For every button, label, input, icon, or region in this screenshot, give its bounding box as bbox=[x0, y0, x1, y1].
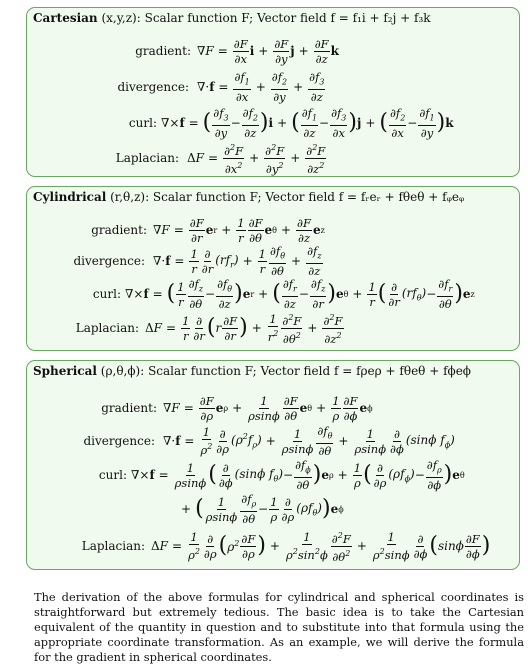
spherical-curl-row: curl: ∇×f = $\frac{1}{\rho\sin\phi}$ ( $\frac{\partial}{\partial\phi}$ (sinϕ $f_\theta$) − $\frac{\partial f_\phi}{\partial\theta}$ ) e ρ + $\frac{1}{\rho}$ ( $\frac{\partial}{\partial\rho}$ $(\rho f_\phi)$ − $\frac{\partial f_\rho}{\partial\phi}$ ) e θ bbox=[98, 457, 465, 493]
cartesian-curl-row: curl: ∇×f = ( $\frac{\partial f_3}{\partial y}$ − $\frac{\partial f_2}{\partial z}$ ) i + ( $\frac{\partial f_1}{\partial z}$ − $\frac{\partial f_3}{\partial x}$ ) j + ( $\frac{\partial f_2}{\partial x}$ − $\frac{\partial f_1}{\partial y}$ ) k bbox=[128, 105, 454, 141]
derivation-paragraph: The derivation of the above formulas for cylindrical and spherical coordinates is straightforward but extremely tedious. The basic idea is to take the Cartesian equivalent of the quantity in question and to substitute into that formula using the appropriate coordinate transformation. As an example, we will derive the formula for the gradient in spherical coordinates. bbox=[34, 590, 524, 664]
spherical-laplacian-row: Laplacian: ΔF = $\frac{1}{\rho^2}$ $\frac{\partial}{\partial\rho}$ ( $\rho^2$ $\frac{\partial F}{\partial\rho}$ ) + $\frac{1}{\rho^2\sin^2\phi}$ $\frac{\partial^2F}{\partial\theta^2}$ + $\frac{1}{\rho^2\sin\phi}$ $\frac{\partial}{\partial\phi}$ ( sinϕ $\frac{\partial F}{\partial\phi}$ ) bbox=[81, 530, 491, 564]
cartesian-formula-box bbox=[26, 7, 520, 177]
spherical-curl-continuation-row: + ( $\frac{1}{\rho\sin\phi}$ $\frac{\partial f_\rho}{\partial\theta}$ − $\frac{1}{\rho}$ $\frac{\partial}{\partial\rho}$ $(\rho f_\theta)$ ) e ϕ bbox=[181, 491, 344, 527]
spherical-title: Spherical (ρ,θ,ϕ): Scalar function F; Vector field f = fρeρ + fθeθ + fϕeϕ bbox=[33, 364, 471, 378]
cylindrical-laplacian-row: Laplacian: ΔF = $\frac{1}{r}$ $\frac{\partial}{\partial r}$ ( r $\frac{\partial F}{\partial r}$ ) + $\frac{1}{r^2}$ $\frac{\partial^2F}{\partial\theta^2}$ + $\frac{\partial^2F}{\partial z^2}$ bbox=[75, 312, 343, 346]
spherical-divergence-row: divergence: ∇·f = $\frac{1}{\rho^2}$ $\frac{\partial}{\partial\rho}$ $(\rho^2f_\rho)$ + $\frac{1}{\rho\sin\phi}$ $\frac{\partial f_\theta}{\partial\theta}$ + $\frac{1}{\rho\sin\phi}$ $\frac{\partial}{\partial\phi}$ (sinϕ $f_\phi$) bbox=[83, 423, 455, 459]
cylindrical-divergence-row: divergence: ∇·f = $\frac{1}{r}$ $\frac{\partial}{\partial r}$ $(rf_r)$ + $\frac{1}{r}$ $\frac{\partial f_\theta}{\partial\theta}$ + $\frac{\partial f_z}{\partial z}$ bbox=[73, 243, 322, 279]
spherical-formula-box bbox=[26, 360, 520, 570]
cartesian-title: Cartesian (x,y,z): Scalar function F; Vector field f = f₁i + f₂j + f₃k bbox=[33, 11, 431, 25]
cylindrical-title: Cylindrical (r,θ,z): Scalar function F; Vector field f = fᵣeᵣ + fθeθ + fᵩeᵩ bbox=[33, 190, 465, 204]
cylindrical-gradient-row: gradient: ∇F = $\frac{\partial F}{\partial r}$ e r + $\frac{1}{r}$ $\frac{\partial F}{\partial\theta}$ e θ + $\frac{\partial F}{\partial z}$ e z bbox=[91, 215, 325, 245]
cylindrical-formula-box bbox=[26, 186, 520, 351]
cartesian-gradient-row: gradient: ∇F = $\frac{\partial F}{\partial x}$ i + $\frac{\partial F}{\partial y}$ j + $\frac{\partial F}{\partial z}$ k bbox=[135, 36, 339, 66]
cylindrical-curl-row: curl: ∇×f = ( $\frac{1}{r}$ $\frac{\partial f_z}{\partial\theta}$ − $\frac{\partial f_\theta}{\partial z}$ ) e r + ( $\frac{\partial f_r}{\partial z}$ − $\frac{\partial f_z}{\partial r}$ ) e θ + $\frac{1}{r}$ ( $\frac{\partial}{\partial r}$ $(rf_\theta)$ − $\frac{\partial f_r}{\partial\theta}$ ) e z bbox=[92, 276, 475, 312]
cartesian-divergence-row: divergence: ∇·f = $\frac{\partial f_1}{\partial x}$ + $\frac{\partial f_2}{\partial y}$ + $\frac{\partial f_3}{\partial z}$ bbox=[117, 69, 325, 105]
spherical-gradient-row: gradient: ∇F = $\frac{\partial F}{\partial\rho}$ e ρ + $\frac{1}{\rho\sin\phi}$ $\frac{\partial F}{\partial\theta}$ e θ + $\frac{1}{\rho}$ $\frac{\partial F}{\partial\phi}$ e ϕ bbox=[101, 393, 373, 423]
cartesian-laplacian-row: Laplacian: ΔF = $\frac{\partial^2F}{\partial x^2}$ + $\frac{\partial^2F}{\partial y^2}$ + $\frac{\partial^2F}{\partial z^2}$ bbox=[115, 142, 326, 176]
